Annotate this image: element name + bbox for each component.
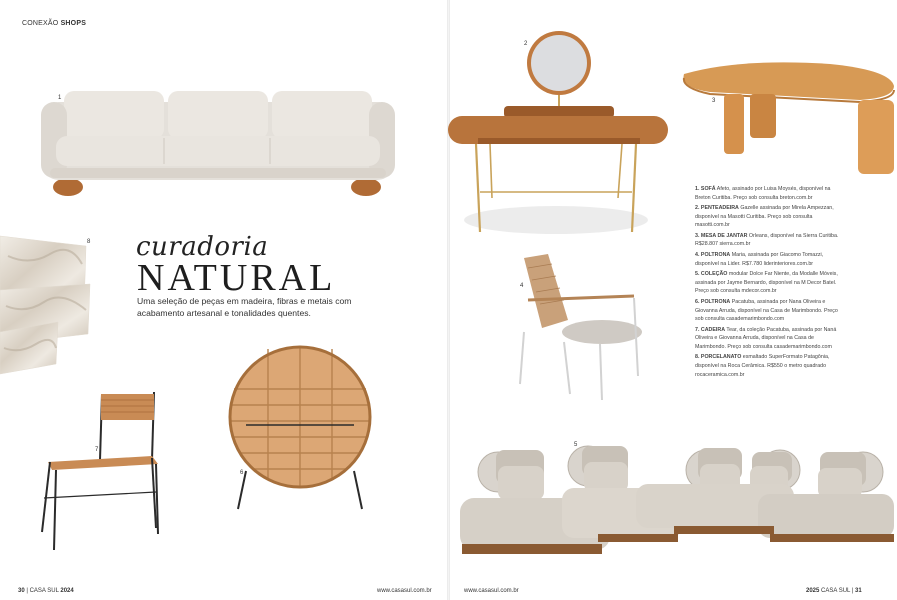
item-number-5: 5 (574, 442, 578, 448)
porcelain-tile-image (0, 236, 95, 376)
right-footer-url: www.casasul.com.br (464, 588, 519, 594)
sofa-image (38, 88, 398, 200)
lede-paragraph: Uma seleção de peças em madeira, fibras e metais com acabamento artesanal e tonalidades quentes. (137, 296, 352, 318)
credit-item: 7. CADEIRA Tear, da coleção Pacatuba, assinada por Naná Oliveira e Giovanna Arruda, disponível na Casa de Marimbondo. Preço sob consulta casademarimbondo.com (695, 326, 837, 350)
item-number-8: 8 (87, 239, 91, 245)
right-footer-folio: 2025 CASA SUL | 31 (806, 588, 862, 594)
item-number-6: 6 (240, 470, 244, 476)
credit-item: 5. COLEÇÃO modular Dolce Far Niente, da Modalle Móveis, assinada por Jayme Bernardo, disponível na M Decor Batel. Preço sob consulta mdecor.com.br (695, 271, 838, 295)
credit-item: 2. PENTEADEIRA Gazelle assinada por Mirela Ampezzan, disponível na Masotti Curitiba. Preço sob consulta masotti.com.br (695, 205, 834, 229)
orleans-dining-table-image (680, 60, 896, 176)
headline-script: curadoria (136, 232, 269, 262)
maria-armchair-image (514, 250, 642, 402)
item-number-1: 1 (58, 95, 62, 101)
item-number-7: 7 (95, 447, 99, 453)
credit-item: 1. SOFÁ Afeto, assinado por Luisa Moysés, disponível na Breton Curitiba. Preço sob consulta breton.com.br (695, 186, 831, 201)
credit-item: 4. POLTRONA Maria, assinada por Giacomo Tomazzi, disponível na Lider. R$7.780 liderinteriores.com.br (695, 252, 824, 267)
section-tag: CONEXÃO SHOPS (22, 20, 87, 27)
credit-item: 8. PORCELANATO esmaltado SuperFormato Patagônia, disponível na Roca Cerâmica. R$550 o metro quadrado rocaceramica.com.br (695, 354, 830, 378)
item-number-2: 2 (524, 41, 528, 47)
left-footer-url: www.casasul.com.br (377, 588, 432, 594)
headline-main: NATURAL (137, 257, 336, 299)
credits-list (695, 185, 845, 381)
tear-chair-image (38, 388, 164, 554)
item-number-4: 4 (520, 283, 524, 289)
pacatuba-armchair-image (228, 343, 376, 513)
gazelle-vanity-image (446, 30, 672, 242)
item-number-3: 3 (712, 98, 716, 104)
left-footer-folio: 30 | CASA SUL 2024 (18, 588, 74, 594)
dolce-far-niente-modular-sofa-image (458, 440, 896, 562)
credit-item: 6. POLTRONA Pacatuba, assinada por Nana Oliveira e Giovanna Arruda, disponível na Casa de Marimbondo. Preço sob consulta casademarimbondo.com (695, 298, 838, 323)
credit-item: 3. MESA DE JANTAR Orleans, disponível na Sierra Curitiba. R$28.807 sierra.com.br (695, 232, 839, 248)
